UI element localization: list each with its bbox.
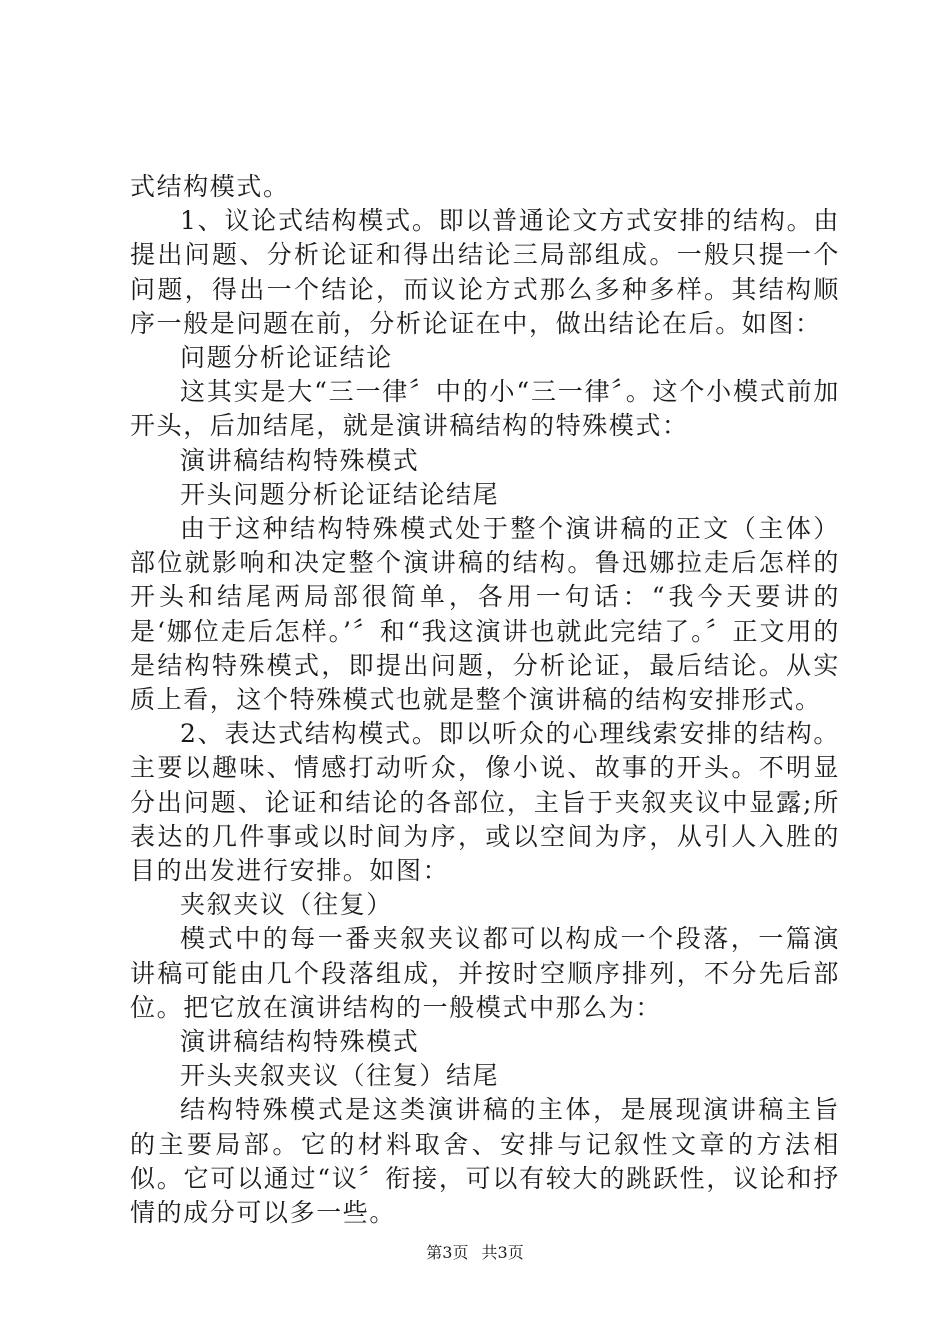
diagram-line: 开头夹叙夹议（往复）结尾 — [180, 1061, 500, 1091]
paragraph: 由于这种结构特殊模式处于整个演讲稿的正文（主体）部位就影响和决定整个演讲稿的结构。鲁迅娜拉走后怎样的开头和结尾两局部很简单，各用一句话：“我今天要讲的是‘娜位走后怎样。’〞和“我这演讲也就此完结了。〞正文用的是结构特殊模式，即提出问题，分析论证，最后结论。从实质上看，这个特殊模式也就是整个演讲稿的结构安排形式。 — [130, 514, 840, 715]
diagram-line: 问题分析论证结论 — [180, 343, 393, 373]
paragraph: 1、议论式结构模式。即以普通论文方式安排的结构。由提出问题、分析论证和得出结论三局部组成。一般只提一个问题，得出一个结论，而议论方式那么多种多样。其结构顺序一般是问题在前，分析论证在中，做出结论在后。如图： — [130, 206, 840, 338]
paragraph: 模式中的每一番夹叙夹议都可以构成一个段落，一篇演讲稿可能由几个段落组成，并按时空顺序排列，不分先后部位。把它放在演讲结构的一般模式中那么为： — [130, 924, 840, 1022]
document-body — [130, 170, 840, 1230]
diagram-line: 开头问题分析论证结论结尾 — [180, 479, 500, 509]
paragraph: 式结构模式。 — [130, 172, 290, 201]
page-number: 第3页 — [426, 1243, 469, 1262]
diagram-line: 演讲稿结构特殊模式 — [180, 1027, 420, 1057]
page-footer — [0, 1243, 950, 1263]
paragraph: 这其实是大“三一律〞中的小“三一律〞。这个小模式前加开头，后加结尾，就是演讲稿结构的特殊模式： — [130, 377, 840, 441]
diagram-line: 夹叙夹议（往复） — [180, 890, 393, 920]
page-total: 共3页 — [481, 1243, 524, 1262]
paragraph: 2、表达式结构模式。即以听众的心理线索安排的结构。主要以趣味、情感打动听众，像小说、故事的开头。不明显分出问题、论证和结论的各部位，主旨于夹叙夹议中显露;所表达的几件事或以时间为序，或以空间为序，从引人入胜的目的出发进行安排。如图： — [130, 719, 840, 886]
paragraph: 结构特殊模式是这类演讲稿的主体，是展现演讲稿主旨的主要局部。它的材料取舍、安排与记叙性文章的方法相似。它可以通过“议〞衔接，可以有较大的跳跃性，议论和抒情的成分可以多一些。 — [130, 1095, 840, 1228]
diagram-line: 演讲稿结构特殊模式 — [180, 445, 420, 475]
